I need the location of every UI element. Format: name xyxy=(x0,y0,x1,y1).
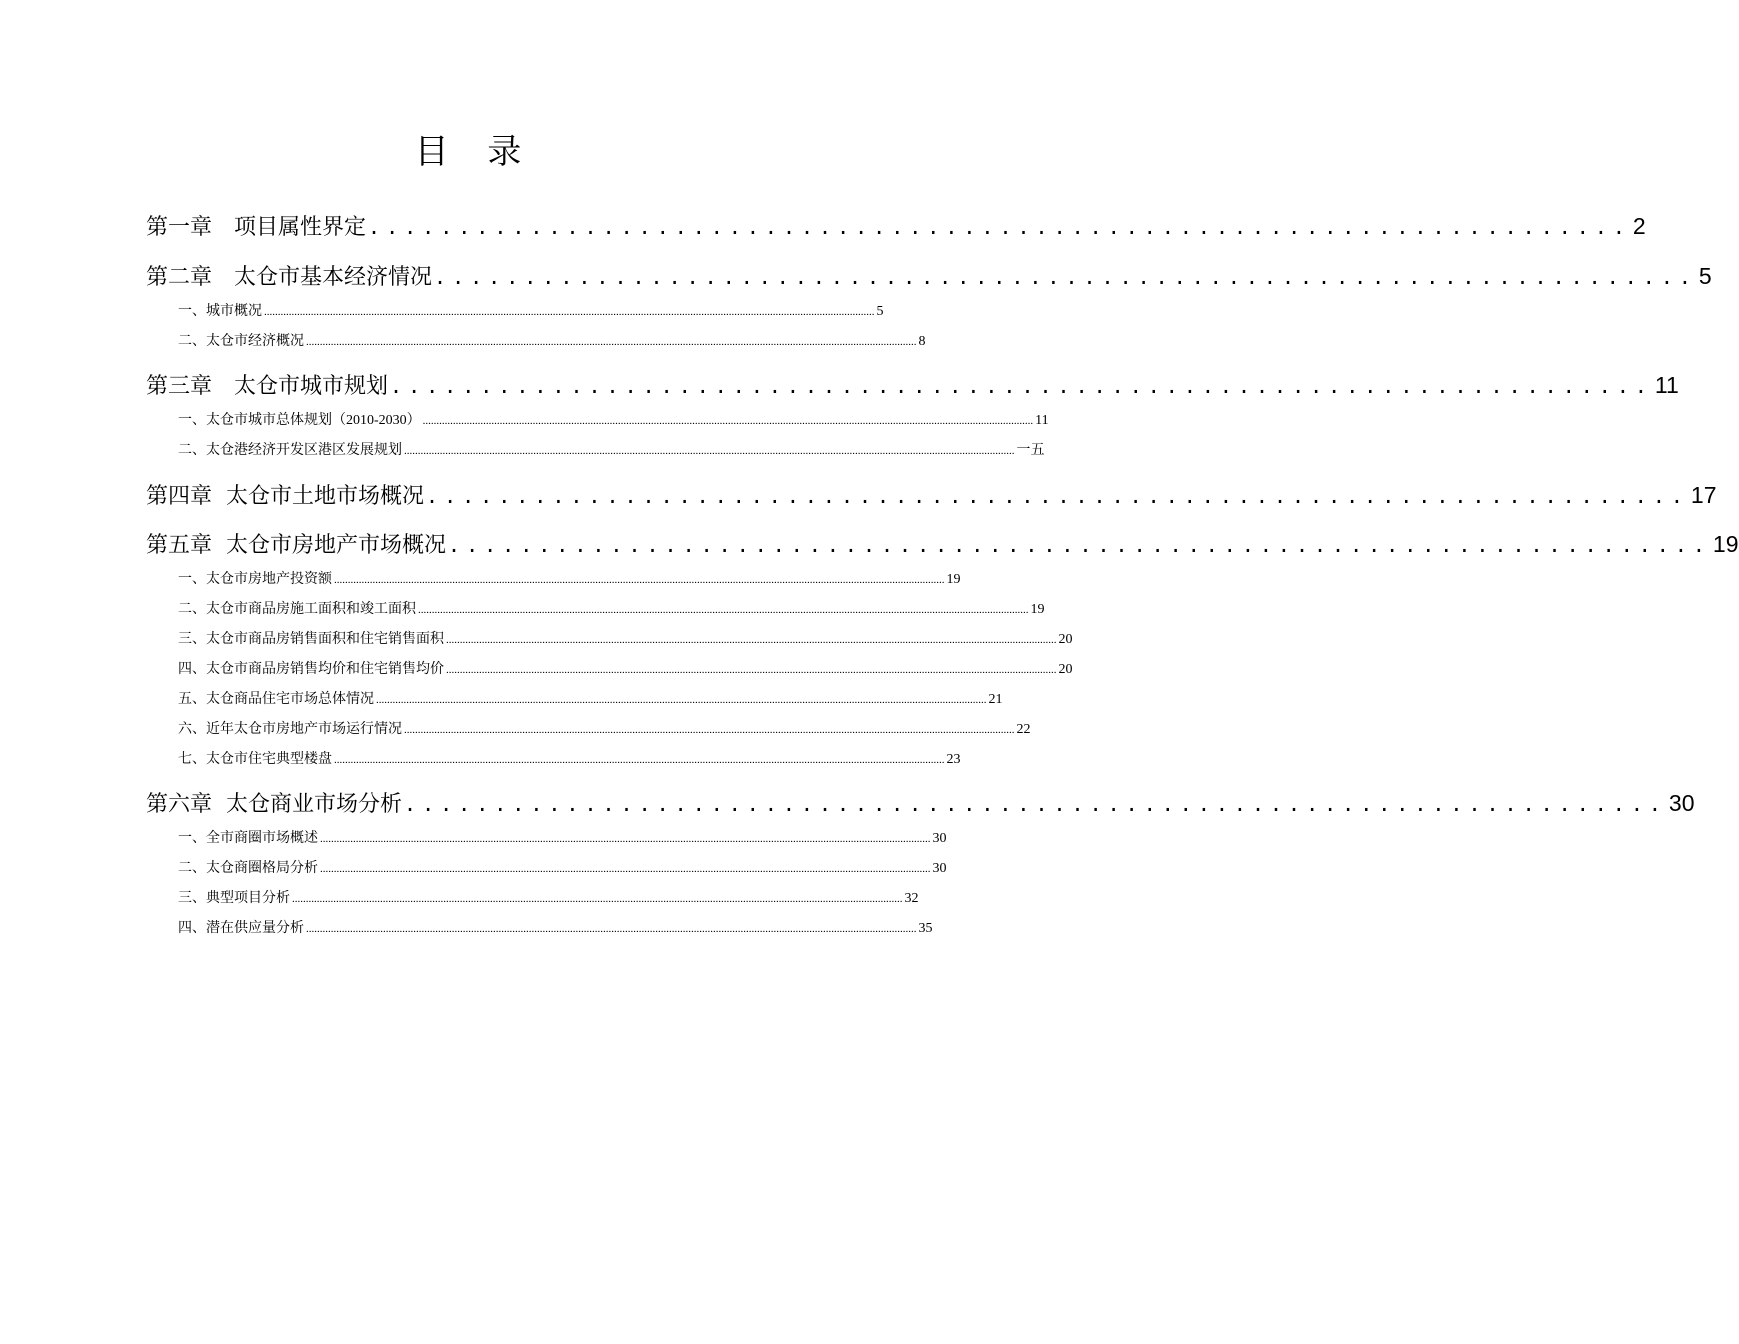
section-title: 四、太仓市商品房销售均价和住宅销售均价 xyxy=(178,662,444,677)
chapter-title: 太仓商业市场分析 xyxy=(226,792,403,817)
page-number: 19 xyxy=(1712,531,1739,557)
dot-leader: ...................................................................... xyxy=(404,792,1667,816)
page-title: 目 录 xyxy=(414,132,536,172)
page-number: 32 xyxy=(904,891,919,906)
section-title: 一、全市商圈市场概述 xyxy=(178,831,318,846)
chapter-label xyxy=(146,531,446,561)
chapter-label xyxy=(146,372,388,402)
toc-section-6-4[interactable] xyxy=(178,919,933,939)
page-number: 一五 xyxy=(1016,443,1045,458)
chapter-number: 第二章 xyxy=(146,265,213,290)
page-number: 5 xyxy=(876,304,884,319)
section-title: 二、太仓港经济开发区港区发展规划 xyxy=(178,443,402,458)
dot-leader: .............................................................................................................................................................................................................................. xyxy=(320,863,931,875)
section-title: 六、近年太仓市房地产市场运行情况 xyxy=(178,722,402,737)
page-number: 17 xyxy=(1690,482,1717,508)
dot-leader: ...................................................................... xyxy=(390,374,1653,398)
toc-chapter-4[interactable] xyxy=(146,480,1717,512)
toc-section-2-2[interactable] xyxy=(178,332,926,352)
chapter-title: 项目属性界定 xyxy=(234,215,367,240)
page-number: 21 xyxy=(988,692,1003,707)
page-number: 30 xyxy=(1668,790,1695,816)
dot-leader: ...................................................................... xyxy=(426,484,1689,508)
page-number: 20 xyxy=(1058,632,1073,647)
page-number: 35 xyxy=(918,921,933,936)
chapter-label xyxy=(146,482,424,512)
toc-chapter-6[interactable] xyxy=(146,788,1695,820)
chapter-number: 第五章 xyxy=(146,533,213,558)
section-title: 二、太仓市经济概况 xyxy=(178,334,304,349)
page-number: 11 xyxy=(1654,372,1679,398)
section-title: 四、潜在供应量分析 xyxy=(178,921,304,936)
dot-leader: .............................................................................................................................................................................................................................. xyxy=(334,754,945,766)
section-title: 五、太仓商品住宅市场总体情况 xyxy=(178,692,374,707)
dot-leader: .............................................................................................................................................................................................................................. xyxy=(376,694,987,706)
section-title: 二、太仓商圈格局分析 xyxy=(178,861,318,876)
chapter-number: 第四章 xyxy=(146,484,213,509)
dot-leader: .............................................................................................................................................................................................................................. xyxy=(404,445,1015,457)
dot-leader: .............................................................................................................................................................................................................................. xyxy=(446,664,1057,676)
toc-chapter-3[interactable] xyxy=(146,370,1679,402)
chapter-number: 第三章 xyxy=(146,374,213,399)
dot-leader: .............................................................................................................................................................................................................................. xyxy=(320,833,931,845)
dot-leader: .............................................................................................................................................................................................................................. xyxy=(418,604,1029,616)
section-title: 七、太仓市住宅典型楼盘 xyxy=(178,752,332,767)
toc-section-5-2[interactable] xyxy=(178,600,1045,620)
dot-leader: .............................................................................................................................................................................................................................. xyxy=(306,923,917,935)
section-title: 一、太仓市城市总体规划（2010-2030） xyxy=(178,413,421,428)
toc-chapter-2[interactable] xyxy=(146,261,1712,293)
section-title: 一、城市概况 xyxy=(178,304,262,319)
toc-section-5-4[interactable] xyxy=(178,660,1073,680)
toc-section-3-1[interactable] xyxy=(178,411,1049,431)
chapter-title: 太仓市城市规划 xyxy=(234,374,389,399)
toc-section-3-2[interactable] xyxy=(178,441,1045,461)
toc-chapter-1[interactable] xyxy=(146,211,1646,243)
dot-leader: ...................................................................... xyxy=(368,215,1631,239)
page-number: 5 xyxy=(1698,263,1712,289)
dot-leader: ...................................................................... xyxy=(448,533,1711,557)
dot-leader: .............................................................................................................................................................................................................................. xyxy=(334,574,945,586)
toc-chapter-5[interactable] xyxy=(146,529,1739,561)
toc-section-5-3[interactable] xyxy=(178,630,1073,650)
dot-leader: .............................................................................................................................................................................................................................. xyxy=(446,634,1057,646)
page-number: 20 xyxy=(1058,662,1073,677)
dot-leader: .............................................................................................................................................................................................................................. xyxy=(292,893,903,905)
dot-leader: .............................................................................................................................................................................................................................. xyxy=(306,336,917,348)
dot-leader: ...................................................................... xyxy=(434,265,1697,289)
chapter-title: 太仓市房地产市场概况 xyxy=(226,533,447,558)
toc-section-2-1[interactable] xyxy=(178,302,884,322)
page-number: 30 xyxy=(932,831,947,846)
section-title: 一、太仓市房地产投资额 xyxy=(178,572,332,587)
chapter-number: 第一章 xyxy=(146,215,213,240)
chapter-label xyxy=(146,213,366,243)
dot-leader: .............................................................................................................................................................................................................................. xyxy=(404,724,1015,736)
chapter-title: 太仓市基本经济情况 xyxy=(234,265,433,290)
toc-section-6-2[interactable] xyxy=(178,859,947,879)
section-title: 三、太仓市商品房销售面积和住宅销售面积 xyxy=(178,632,444,647)
chapter-number: 第六章 xyxy=(146,792,213,817)
page-number: 30 xyxy=(932,861,947,876)
page-number: 19 xyxy=(946,572,961,587)
toc-section-5-1[interactable] xyxy=(178,570,961,590)
page-number: 8 xyxy=(918,334,926,349)
chapter-label xyxy=(146,263,432,293)
dot-leader: .............................................................................................................................................................................................................................. xyxy=(264,306,875,318)
dot-leader: .............................................................................................................................................................................................................................. xyxy=(422,415,1034,427)
page-number: 23 xyxy=(946,752,961,767)
toc-section-5-5[interactable] xyxy=(178,690,1003,710)
page-number: 19 xyxy=(1030,602,1045,617)
chapter-label xyxy=(146,790,402,820)
toc-section-5-6[interactable] xyxy=(178,720,1031,740)
toc-section-5-7[interactable] xyxy=(178,750,961,770)
page-number: 11 xyxy=(1035,413,1049,428)
section-title: 二、太仓市商品房施工面积和竣工面积 xyxy=(178,602,416,617)
page-number: 2 xyxy=(1632,213,1646,239)
chapter-title: 太仓市土地市场概况 xyxy=(226,484,425,509)
section-title: 三、典型项目分析 xyxy=(178,891,290,906)
page-number: 22 xyxy=(1016,722,1031,737)
toc-section-6-1[interactable] xyxy=(178,829,947,849)
toc-section-6-3[interactable] xyxy=(178,889,919,909)
